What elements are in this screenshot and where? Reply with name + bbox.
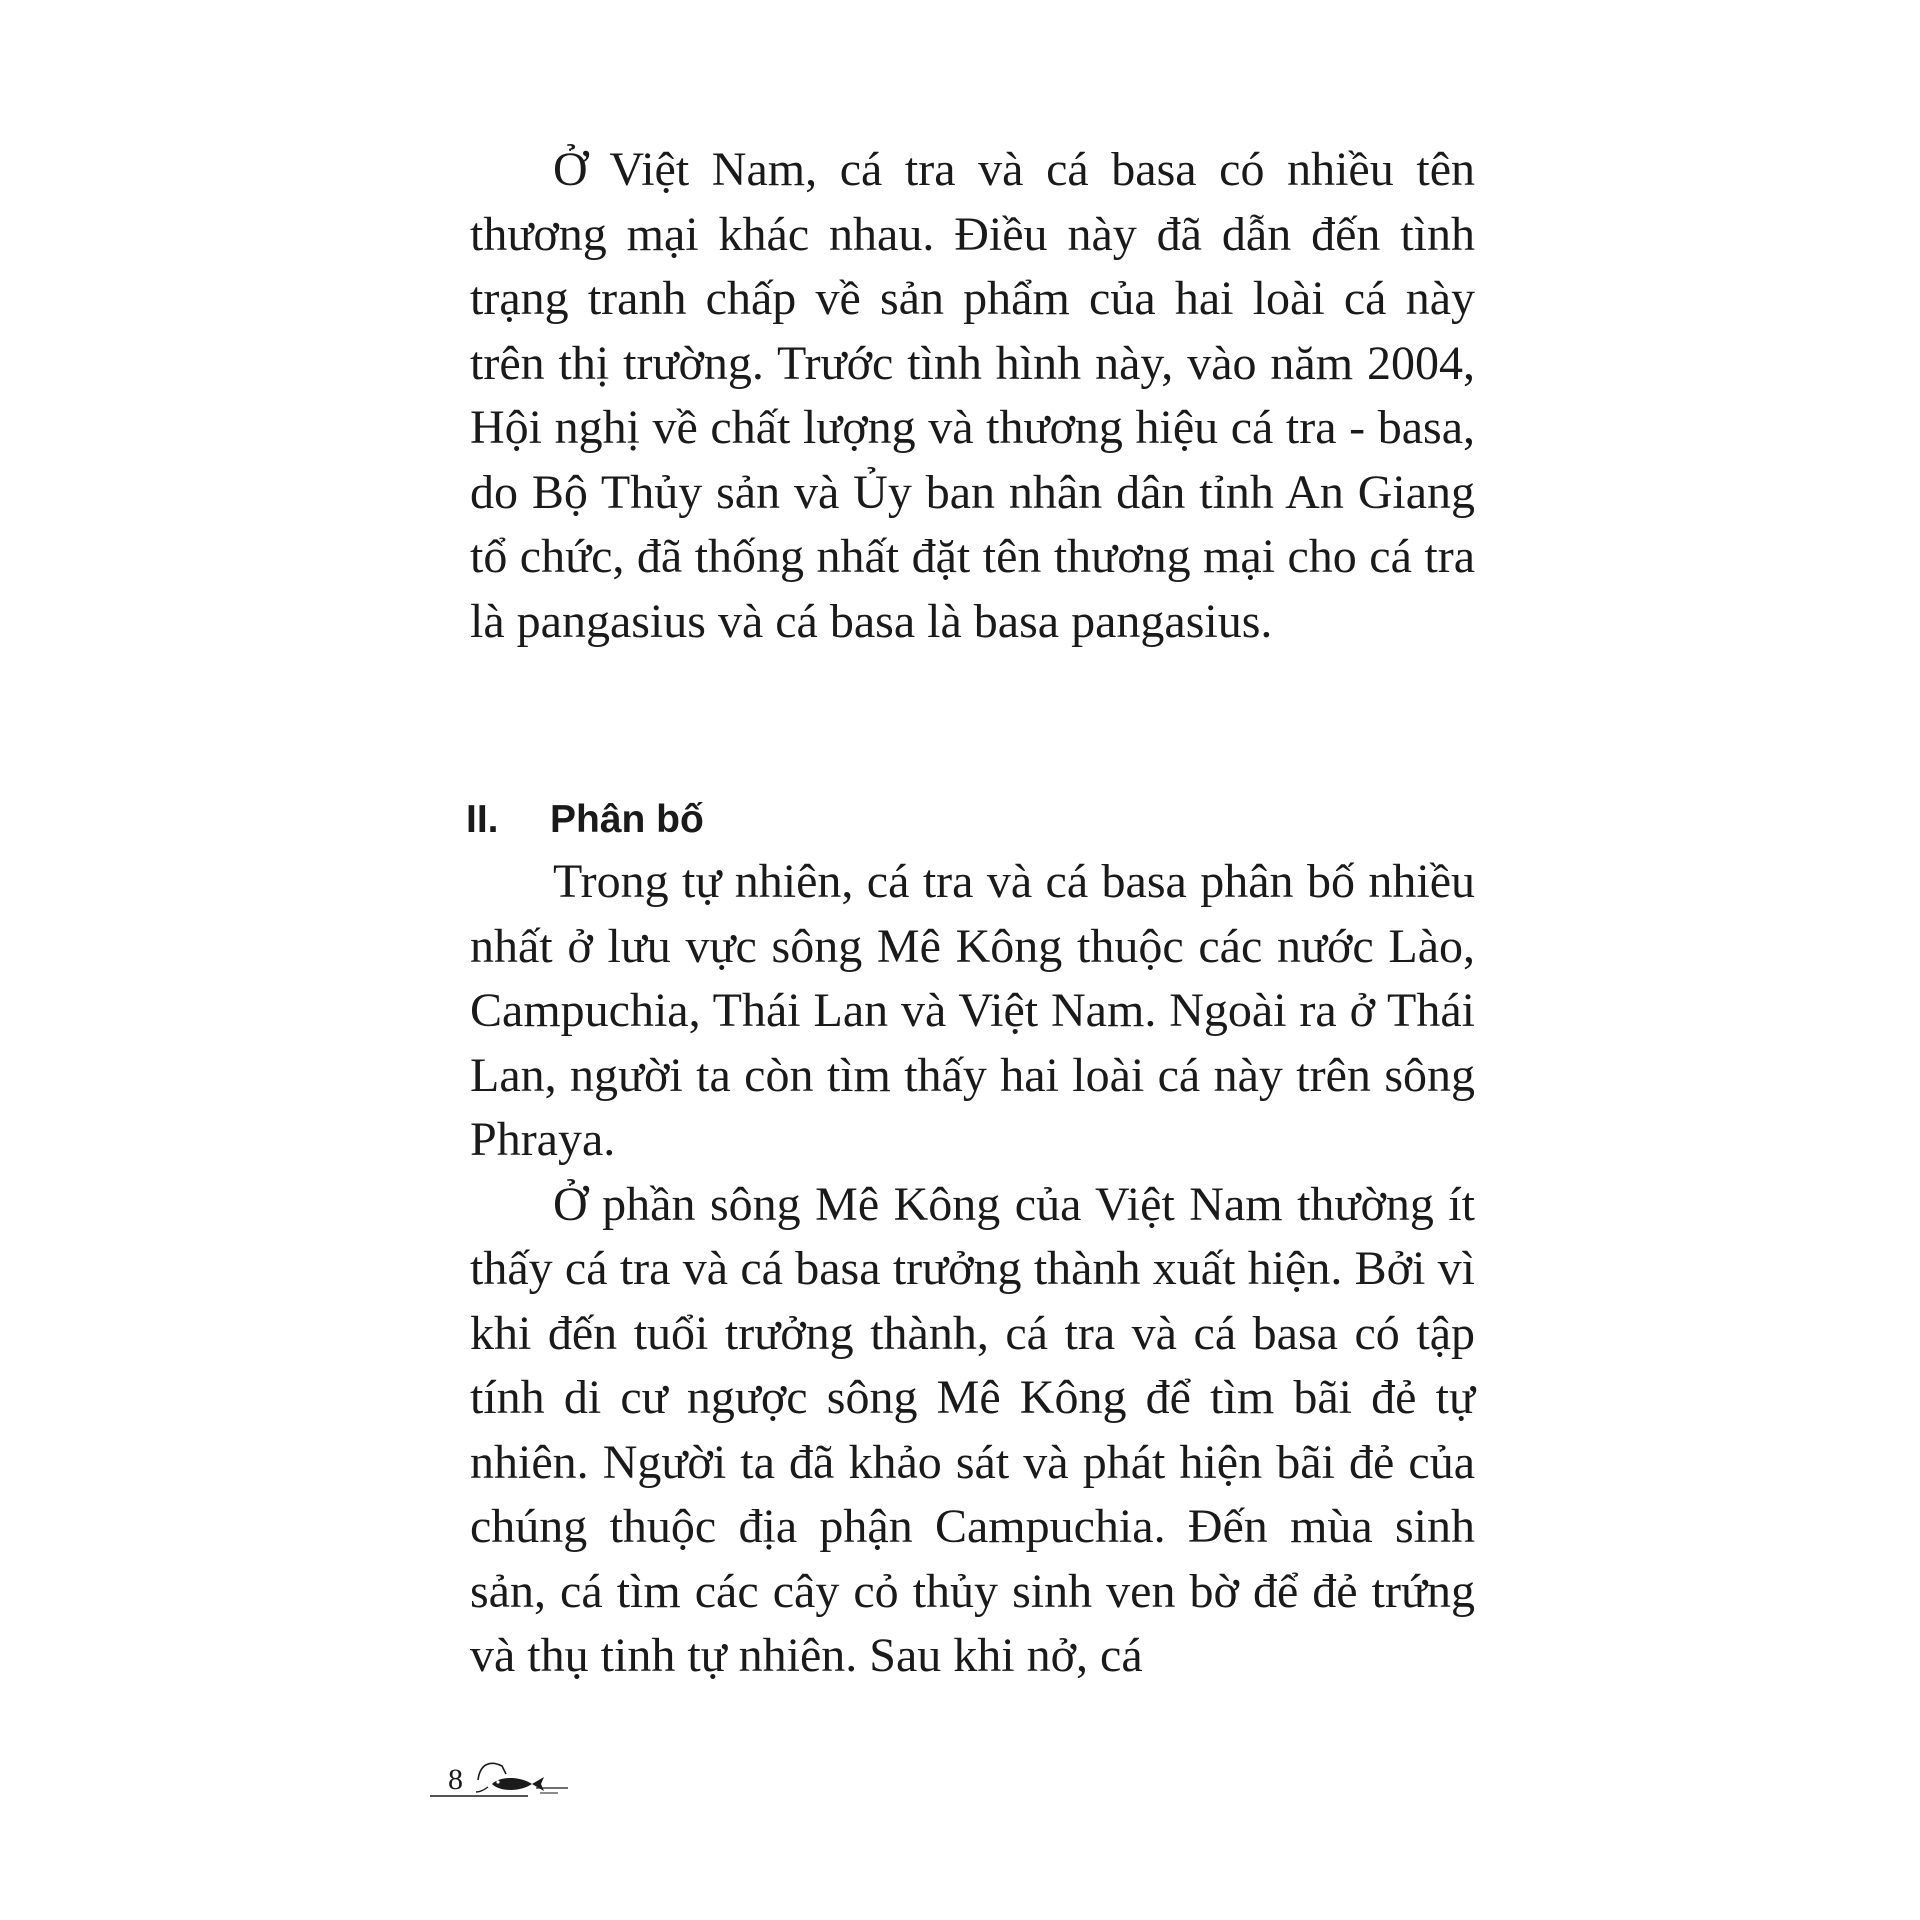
page-number: 8 <box>448 1763 463 1796</box>
paragraph-natural-distribution: Trong tự nhiên, cá tra và cá basa phân bố nhiều nhất ở lưu vực sông Mê Kông thuộc các nước Lào, Campuchia, Thái Lan và Việt Nam. Ngoài ra ở Thái Lan, người ta còn tìm thấy hai loài cá này trên sông Phraya. <box>470 855 1475 1166</box>
paragraph-mekong-migration: Ở phần sông Mê Kông của Việt Nam thường ít thấy cá tra và cá basa trưởng thành xuất hiện. Bởi vì khi đến tuổi trưởng thành, cá tra và cá basa có tập tính di cư ngược sông Mê Kông để tìm bãi đẻ tự nhiên. Người ta đã khảo sát và phát hiện bãi đẻ của chúng thuộc địa phận Campuchia. Đến mùa sinh sản, cá tìm các cây cỏ thủy sinh ven bờ để đẻ trứng và thụ tinh tự nhiên. Sau khi nở, cá <box>470 1177 1475 1682</box>
distribution-text-block <box>470 850 1475 1689</box>
intro-text-block <box>470 138 1475 654</box>
section-number: II. <box>466 798 499 841</box>
section-heading <box>466 792 704 848</box>
paragraph-trade-names: Ở Việt Nam, cá tra và cá basa có nhiều tên thương mại khác nhau. Điều này đã dẫn đến tình trạng tranh chấp về sản phẩm của hai loài cá này trên thị trường. Trước tình hình này, vào năm 2004, Hội nghị về chất lượng và thương hiệu cá tra - basa, do Bộ Thủy sản và Ủy ban nhân dân tỉnh An Giang tổ chức, đã thống nhất đặt tên thương mại cho cá tra là pangasius và cá basa là basa pangasius. <box>470 143 1475 648</box>
section-title: Phân bố <box>550 798 704 841</box>
